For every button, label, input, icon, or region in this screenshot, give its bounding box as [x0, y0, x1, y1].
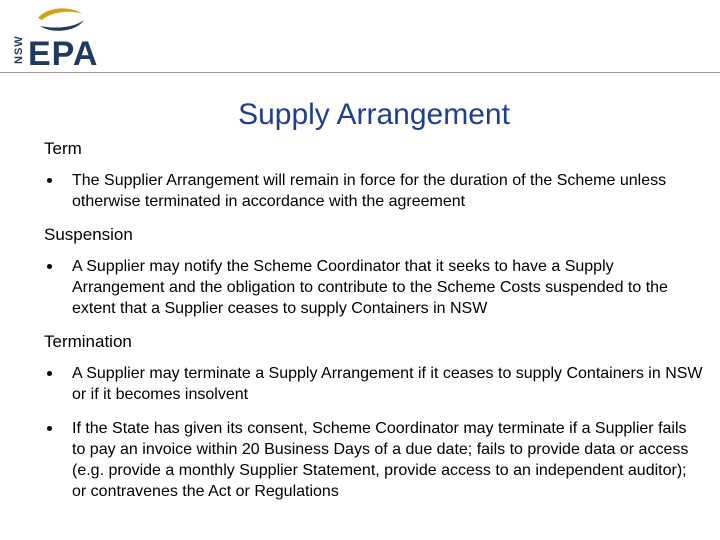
nsw-epa-logo [10, 4, 110, 70]
header-divider [0, 72, 720, 73]
bullet-text: A Supplier may notify the Scheme Coordinator that it seeks to have a Supply Arrangement and the obligation to contribute to the Scheme Costs suspended to the extent that a Supplier ceases to supply Containers in NSW [72, 258, 668, 317]
logo-brand-text: EPA [28, 35, 99, 70]
slide-body [44, 138, 704, 514]
bullet-item [44, 363, 704, 405]
bullet-list [44, 170, 704, 212]
bullet-list [44, 256, 704, 319]
bullet-text: If the State has given its consent, Scheme Coordinator may terminate if a Supplier fails to pay an invoice within 20 Business Days of a due date; fails to provide data or access (e.g. provide a monthly Supplier Statement, provide access to an independent auditor); or contravenes the Act or Regulations [72, 420, 689, 500]
bullet-item [44, 170, 704, 212]
section-term [44, 138, 704, 212]
logo-state-text: NSW [13, 35, 25, 64]
bullet-dot-icon [47, 371, 52, 376]
bullet-dot-icon [47, 178, 52, 183]
bullet-item [44, 418, 704, 502]
logo-swoosh-gold-icon [38, 8, 82, 20]
bullet-list [44, 363, 704, 502]
logo-graphic [10, 4, 110, 70]
section-termination [44, 331, 704, 502]
section-suspension [44, 224, 704, 319]
bullet-dot-icon [47, 264, 52, 269]
section-heading: Term [44, 139, 82, 158]
slide-title: Supply Arrangement [238, 98, 510, 131]
section-heading: Suspension [44, 225, 133, 244]
logo-swoosh-navy-icon [40, 20, 84, 31]
bullet-text: A Supplier may terminate a Supply Arrangement if it ceases to supply Containers in NSW or if it becomes insolvent [72, 365, 703, 403]
section-heading: Termination [44, 332, 132, 351]
bullet-dot-icon [47, 426, 52, 431]
bullet-text: The Supplier Arrangement will remain in force for the duration of the Scheme unless otherwise terminated in accordance with the agreement [72, 172, 667, 210]
bullet-item [44, 256, 704, 319]
